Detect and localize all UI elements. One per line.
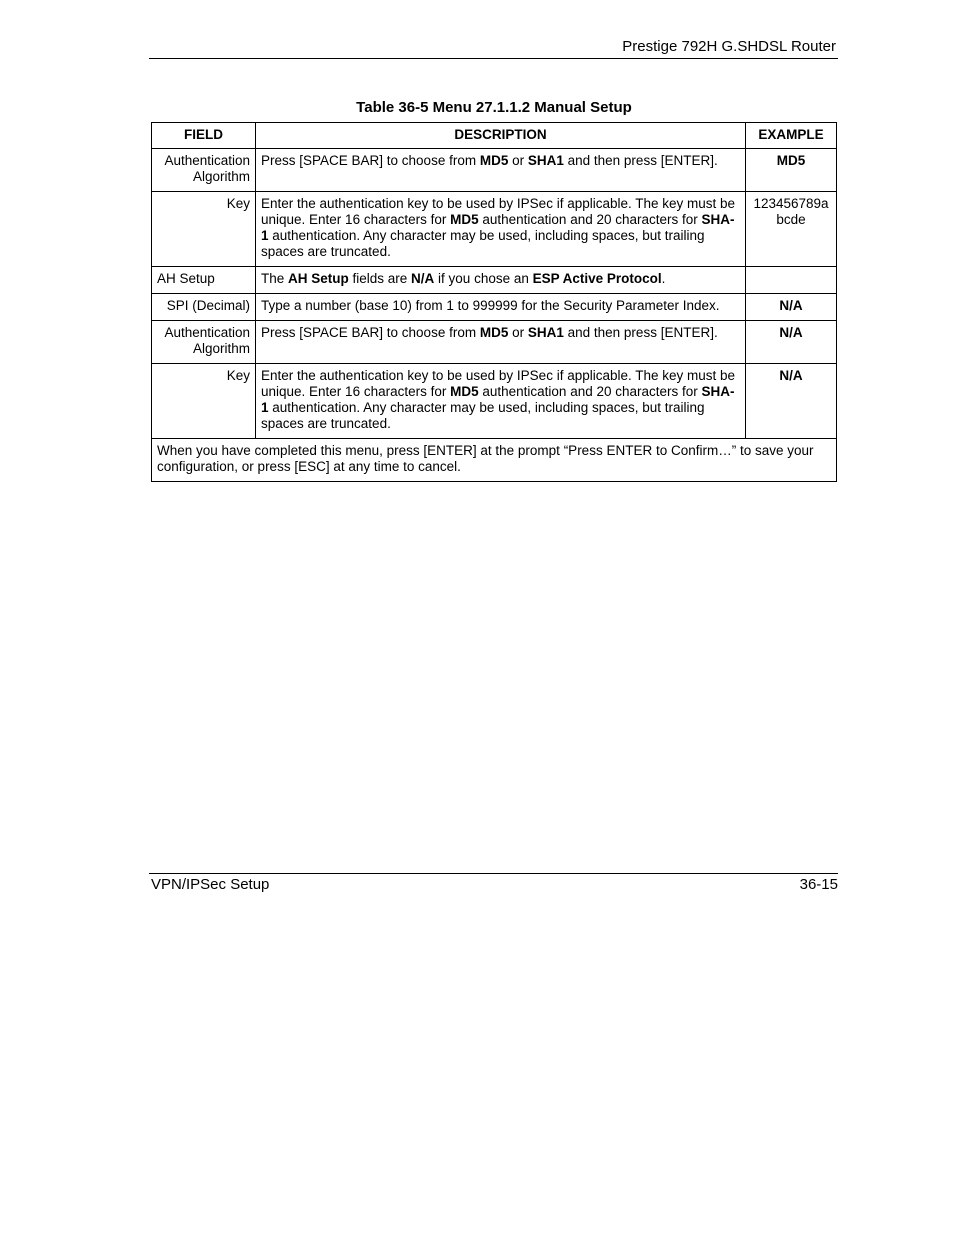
footer-rule: [149, 873, 838, 874]
header-rule: [149, 58, 838, 59]
example-cell: N/A: [746, 364, 837, 439]
table-row: [152, 192, 837, 267]
table-caption: Table 36-5 Menu 27.1.1.2 Manual Setup: [356, 99, 632, 116]
description-cell: Press [SPACE BAR] to choose from MD5 or SHA1 and then press [ENTER].: [256, 149, 746, 192]
description-cell: Type a number (base 10) from 1 to 999999 for the Security Parameter Index.: [256, 294, 746, 321]
table-row: [152, 294, 837, 321]
description-cell: Enter the authentication key to be used by IPSec if applicable. The key must be unique. Enter 16 characters for MD5 authentication and 20 characters for SHA-1 authentication. Any character may be used, including spaces, but trailing spaces are truncated.: [256, 192, 746, 267]
page-number: 36-15: [799, 876, 838, 893]
example-cell: N/A: [746, 321, 837, 364]
field-cell: AH Setup: [152, 267, 256, 294]
field-cell: SPI (Decimal): [152, 294, 256, 321]
table-header-row: [152, 123, 837, 149]
table-row: [152, 321, 837, 364]
example-cell: [746, 267, 837, 294]
description-cell: Press [SPACE BAR] to choose from MD5 or SHA1 and then press [ENTER].: [256, 321, 746, 364]
example-cell: 123456789abcde: [746, 192, 837, 267]
footer-section-title: VPN/IPSec Setup: [151, 876, 270, 893]
running-header: Prestige 792H G.SHDSL Router: [622, 38, 836, 55]
table-footnote: When you have completed this menu, press [ENTER] at the prompt “Press ENTER to Confirm…” to save your configuration, or press [ESC] at any time to cancel.: [152, 439, 837, 482]
column-header-field: FIELD: [152, 123, 256, 149]
example-cell: MD5: [746, 149, 837, 192]
field-cell: Authentication Algorithm: [152, 149, 256, 192]
field-cell: Key: [152, 192, 256, 267]
description-cell: Enter the authentication key to be used by IPSec if applicable. The key must be unique. Enter 16 characters for MD5 authentication and 20 characters for SHA-1 authentication. Any character may be used, including spaces, but trailing spaces are truncated.: [256, 364, 746, 439]
example-cell: N/A: [746, 294, 837, 321]
table-row: [152, 364, 837, 439]
table-row: [152, 149, 837, 192]
column-header-description: DESCRIPTION: [256, 123, 746, 149]
table-footnote-row: [152, 439, 837, 482]
manual-setup-table: [151, 122, 837, 482]
description-cell: The AH Setup fields are N/A if you chose an ESP Active Protocol.: [256, 267, 746, 294]
field-cell: Key: [152, 364, 256, 439]
column-header-example: EXAMPLE: [746, 123, 837, 149]
table-row: [152, 267, 837, 294]
field-cell: Authentication Algorithm: [152, 321, 256, 364]
